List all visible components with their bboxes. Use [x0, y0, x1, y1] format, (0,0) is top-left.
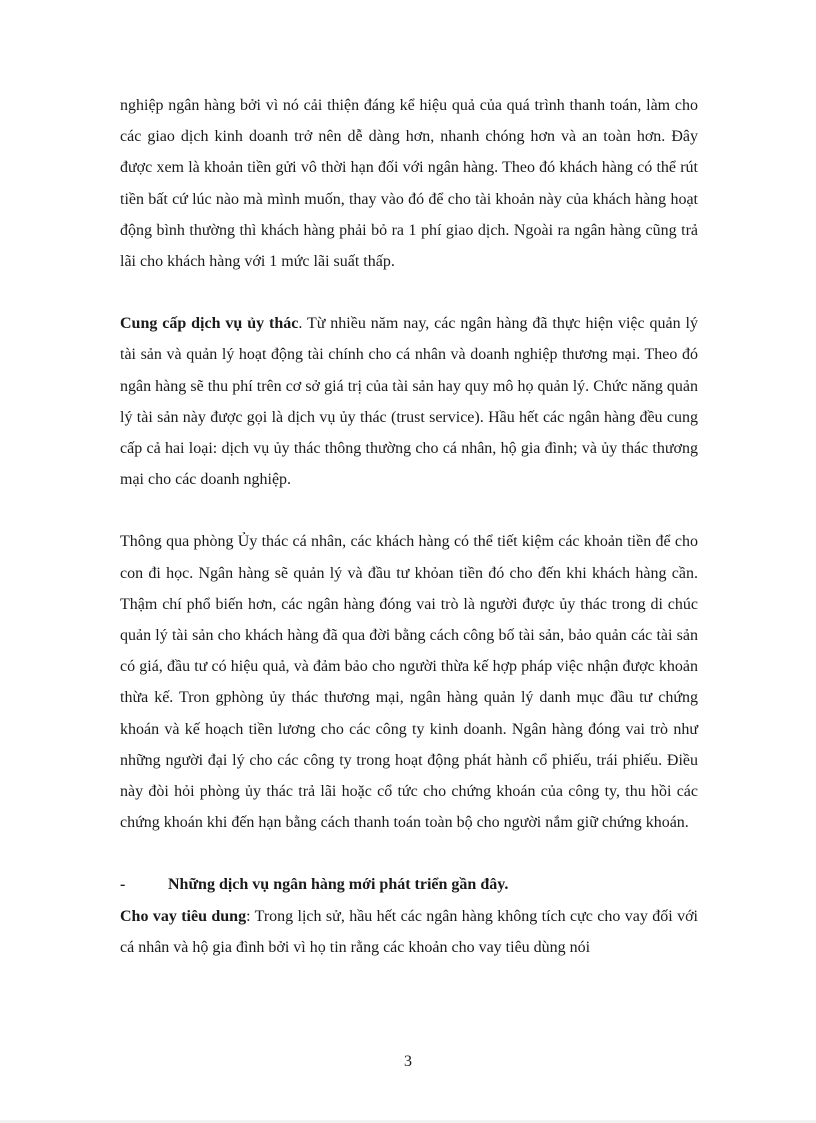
paragraph-text: Thông qua phòng Ủy thác cá nhân, các khách hàng có thể tiết kiệm các khoản tiền để cho con đi học. Ngân hàng sẽ quản lý và đầu tư khỏan tiền đó cho đến khi khách hàng cần. Thậm chí phổ biến hơn, các ngân hàng đóng vai trò là người được ủy thác trong di chúc quản lý tài sản cho khách hàng đã qua đời bằng cách công bố tài sản, bảo quản các tài sản có giá, đầu tư có hiệu quả, và đảm bảo cho người thừa kế hợp pháp việc nhận được khoản thừa kế. Tron gphòng ủy thác thương mại, ngân hàng quản lý danh mục đầu tư chứng khoán và kế hoạch tiền lương cho các công ty kinh doanh. Ngân hàng đóng vai trò như những người đại lý cho các công ty trong hoạt động phát hành cổ phiếu, trái phiếu. Điều này đòi hỏi phòng ủy thác trả lãi hoặc cổ tức cho chứng khoán của công ty, thu hồi các chứng khoán khi đến hạn bằng cách thanh toán toàn bộ cho người nắm giữ chứng khoán.: [120, 533, 698, 832]
trust-services-term: Cung cấp dịch vụ ủy thác: [120, 315, 299, 333]
page-number: 3: [404, 1053, 412, 1070]
paragraph-spacer: [120, 838, 698, 869]
paragraph-checking-account: [120, 90, 698, 277]
page-body: [120, 90, 698, 963]
consumer-loans-term: Cho vay tiêu dung: [120, 907, 247, 925]
section-heading: [120, 869, 698, 900]
paragraph-personal-trust: [120, 526, 698, 838]
paragraph-trust-services: [120, 308, 698, 495]
heading-text: Những dịch vụ ngân hàng mới phát triển gần đây.: [168, 876, 509, 894]
paragraph-consumer-loans: [120, 901, 698, 963]
paragraph-text: nghiệp ngân hàng bởi vì nó cải thiện đáng kể hiệu quả của quá trình thanh toán, làm cho các giao dịch kinh doanh trở nên dễ dàng hơn, nhanh chóng hơn và an toàn hơn. Đây được xem là khoản tiền gửi vô thời hạn đối với ngân hàng. Theo đó khách hàng có thể rút tiền bất cứ lúc nào mà mình muốn, thay vào đó để cho tài khoản này của khách hàng hoạt động bình thường thì khách hàng phải bỏ ra 1 phí giao dịch. Ngoài ra ngân hàng cũng trả lãi cho khách hàng với 1 mức lãi suất thấp.: [120, 97, 698, 271]
heading-dash: -: [120, 876, 126, 894]
paragraph-spacer: [120, 495, 698, 526]
paragraph-text: . Từ nhiều năm nay, các ngân hàng đã thực hiện việc quản lý tài sản và quản lý hoạt động tài chính cho cá nhân và doanh nghiệp thương mại. Theo đó ngân hàng sẽ thu phí trên cơ sở giá trị của tài sản hay quy mô họ quản lý. Chức năng quản lý tài sản này được gọi là dịch vụ ủy thác (trust service). Hầu hết các ngân hàng đều cung cấp cả hai loại: dịch vụ ủy thác thông thường cho cá nhân, hộ gia đình; và ủy thác thương mại cho các doanh nghiệp.: [120, 315, 698, 489]
paragraph-text: : Trong lịch sử, hầu hết các ngân hàng không tích cực cho vay đối với cá nhân và hộ gia đình bởi vì họ tin rằng các khoản cho vay tiêu dùng nói: [120, 907, 698, 956]
paragraph-spacer: [120, 277, 698, 308]
